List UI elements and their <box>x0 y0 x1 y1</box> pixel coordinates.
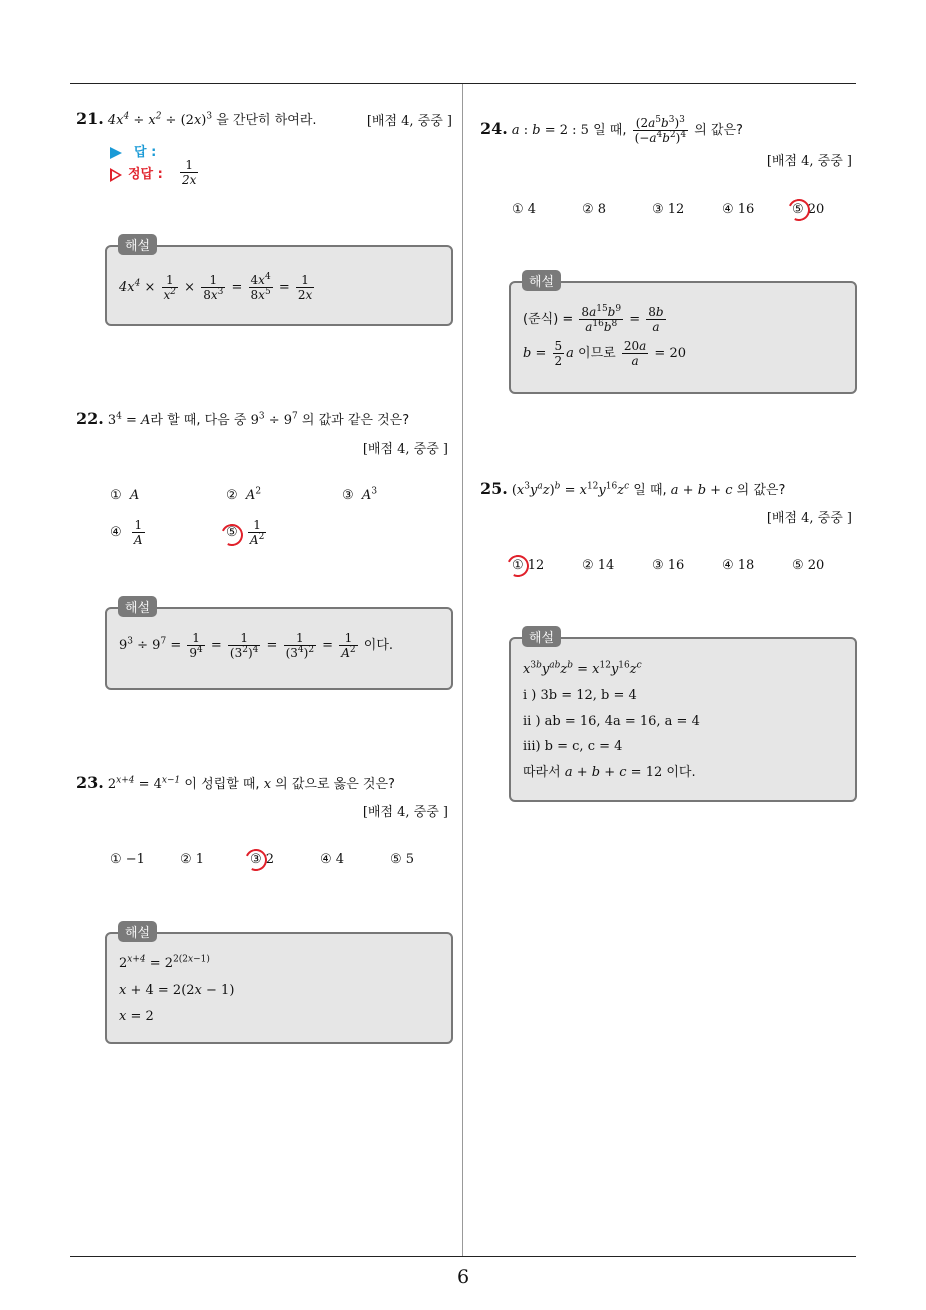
correct-label: 정답 : <box>128 167 163 182</box>
choice-3[interactable]: ③ 2 <box>250 852 275 867</box>
solution-line: b = $\frac{5}{2}$ a 이므로 $\frac{20a}{a}$ = 20 <box>523 339 686 368</box>
question-25: 25. $(x^3y^az)^b = x^{12}y^{16}z^c$ 일 때, a + b + c 의 값은? <box>480 479 786 498</box>
question-text: 을 간단히 하여라. <box>212 113 317 128</box>
answer-label: 답 : <box>134 145 157 160</box>
question-meta: [배점 4, 중중 ] <box>366 114 452 129</box>
question-24: 24. a : b = 2 : 5 일 때, $\frac{(2a^5b^3)^3}{(-a^4b^2)^4}$ 의 값은? <box>480 115 743 145</box>
solution-line: 따라서 a + b + c = 12 이다. <box>523 765 696 780</box>
choice-4[interactable]: ④ $\frac{1}{A}$ <box>110 518 143 547</box>
solution-box-24 <box>509 281 857 394</box>
question-meta: [배점 4, 중중 ] <box>766 154 852 169</box>
question-number: 25. <box>480 479 508 498</box>
choice-4[interactable]: ④ 4 <box>320 852 345 867</box>
choice-1[interactable]: ① 4 <box>512 202 537 217</box>
solution-box-22 <box>105 607 453 690</box>
question-number: 21. <box>76 109 104 128</box>
play-icon <box>110 147 122 159</box>
choice-5[interactable]: ⑤ 5 <box>390 852 415 867</box>
solution-line: ii ) ab = 16, 4a = 16, a = 4 <box>523 714 700 729</box>
solution-line: iii) b = c, c = 4 <box>523 739 623 754</box>
solution-tag: 해설 <box>522 626 561 647</box>
solution-tag: 해설 <box>118 596 157 617</box>
question-meta: [배점 4, 중중 ] <box>362 442 448 457</box>
choice-2[interactable]: ② 14 <box>582 558 615 573</box>
choice-1[interactable]: ① 12 <box>512 558 545 573</box>
solution-tag: 해설 <box>118 921 157 942</box>
solution-line: i ) 3b = 12, b = 4 <box>523 688 637 703</box>
solution-line: $2^{x+4} = 2^{2(2x-1)}$ <box>119 954 210 971</box>
question-22: 22. $3^4 = A$라 할 때, 다음 중 $9^3 \div 9^7$ 의 값과 같은 것은? <box>76 409 410 428</box>
choice-2[interactable]: ② $A^2$ <box>226 486 262 503</box>
solution-box-23 <box>105 932 453 1044</box>
choice-5[interactable]: ⑤ 20 <box>792 202 825 217</box>
solution-line: $9^3 \div 9^7$ = $\frac{1}{9^4}$ = $\frac{1}{(3^2)^4}$ = $\frac{1}{(3^4)^2}$ = $\frac{1}{A^2}$ 이다. <box>119 631 394 660</box>
choice-5[interactable]: ⑤ $\frac{1}{A^2}$ <box>226 518 265 547</box>
page-number: 6 <box>456 1266 470 1288</box>
choice-3[interactable]: ③ 12 <box>652 202 685 217</box>
footer-rule <box>70 1256 856 1257</box>
choice-5[interactable]: ⑤ 20 <box>792 558 825 573</box>
header-rule <box>70 83 856 84</box>
correct-answer-row <box>110 163 163 182</box>
solution-line: (준식) = $\frac{8a^{15}b^9}{a^{16}b^8}$ = $\frac{8b}{a}$ <box>523 304 664 334</box>
choice-2[interactable]: ② 1 <box>180 852 205 867</box>
solution-box-25 <box>509 637 857 802</box>
solution-line: x = 2 <box>119 1009 154 1024</box>
solution-line: $4x^4$ × $\frac{1}{x^2}$ × $\frac{1}{8x^3}$ = $\frac{4x^4}{8x^5}$ = $\frac{1}{2x}$ <box>119 272 313 302</box>
solution-line: $x^{3b}y^{ab}z^b = x^{12}y^{16}z^c$ <box>523 660 642 677</box>
outline-triangle-icon <box>110 168 122 182</box>
choice-3[interactable]: ③ 16 <box>652 558 685 573</box>
choice-1[interactable]: ① −1 <box>110 852 145 867</box>
choice-4[interactable]: ④ 16 <box>722 202 755 217</box>
choice-3[interactable]: ③ $A^3$ <box>342 486 378 503</box>
question-number: 23. <box>76 773 104 792</box>
question-meta: [배점 4, 중중 ] <box>766 511 852 526</box>
solution-tag: 해설 <box>118 234 157 255</box>
solution-tag: 해설 <box>522 270 561 291</box>
solution-box-21 <box>105 245 453 326</box>
solution-line: x + 4 = 2(2x − 1) <box>119 983 235 998</box>
question-number: 24. <box>480 119 508 138</box>
question-meta: [배점 4, 중중 ] <box>362 805 448 820</box>
question-21: 21. $4x^4 \div x^2 \div (2x)^3$ 을 간단히 하여라. <box>76 109 317 128</box>
choice-2[interactable]: ② 8 <box>582 202 607 217</box>
choice-4[interactable]: ④ 18 <box>722 558 755 573</box>
correct-answer-value: $\frac{1}{2x}$ <box>182 158 197 187</box>
question-number: 22. <box>76 409 104 428</box>
choice-1[interactable]: ① A <box>110 488 140 503</box>
question-23: 23. $2^{x+4} = 4^{x-1}$ 이 성립할 때, x 의 값으로 옳은 것은? <box>76 773 395 792</box>
answer-row <box>110 141 156 160</box>
column-divider <box>462 84 463 1256</box>
